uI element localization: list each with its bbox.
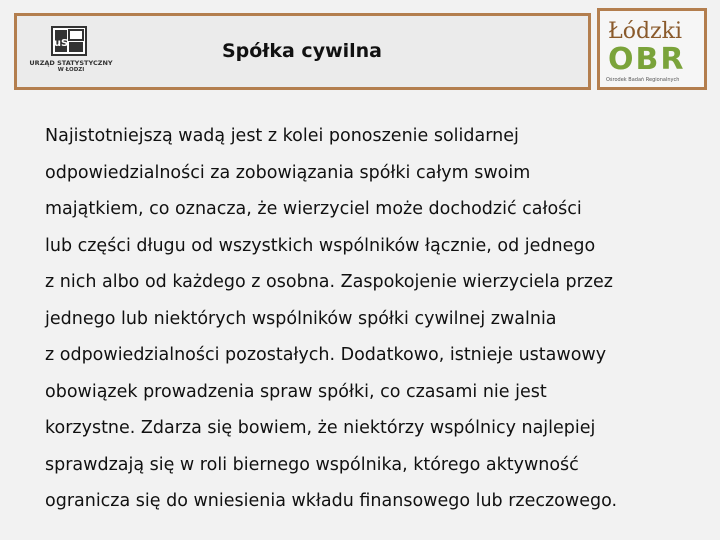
paragraph-line: lub części długu od wszystkich wspólników łącznie, od jednego [45,235,596,256]
paragraph-line: z nich albo od każdego z osobna. Zaspokojenie wierzyciela przez [45,272,613,292]
statistical-office-logo [21,26,121,74]
paragraph-line: sprawdzają się w roli biernego wspólnika, którego aktywność [45,454,579,475]
gus-mark: uS [53,38,69,49]
paragraph-line: Najistotniejszą wadą jest z kolei ponoszenie solidarnej [45,126,519,146]
gus-emblem-icon [51,26,87,56]
obr-word-top: Łódzki [608,19,683,44]
gus-name-line1: URZĄD STATYSTYCZNY [29,59,113,67]
paragraph-line: z odpowiedzialności pozostałych. Dodatkowo, istnieje ustawowy [45,345,607,365]
obr-tagline: Ośrodek Badań Regionalnych [606,77,680,83]
paragraph-line: ogranicza się do wniesienia wkładu finansowego lub rzeczowego. [45,491,618,511]
body-paragraph [45,118,710,520]
page-title: Spółka cywilna [221,40,383,62]
paragraph-line: jednego lub niektórych wspólników spółki cywilnej zwalnia [45,308,557,329]
paragraph-line: korzystne. Zdarza się bowiem, że niektórzy wspólnicy najlepiej [45,418,596,438]
paragraph-line: majątkiem, co oznacza, że wierzyciel może dochodzić całości [45,199,582,219]
title-bar [14,13,591,90]
regional-research-center-logo [597,8,707,90]
paragraph-line: odpowiedzialności za zobowiązania spółki całym swoim [45,162,531,183]
obr-emblem-icon [600,11,704,75]
obr-word-bottom: OBR [608,42,686,75]
gus-name-line2: W ŁODZI [57,67,85,73]
paragraph-line: obowiązek prowadzenia spraw spółki, co czasami nie jest [45,381,547,402]
